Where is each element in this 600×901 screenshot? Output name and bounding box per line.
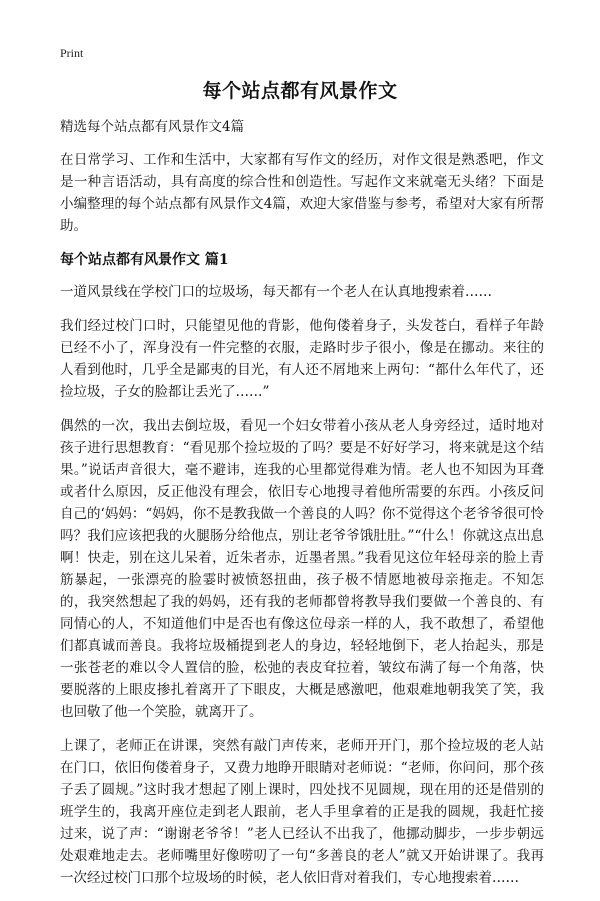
body-paragraph: 一道风景线在学校门口的垃圾场，每天都有一个老人在认真地搜索着…… <box>60 284 492 300</box>
document-title: 每个站点都有风景作文 <box>202 80 398 102</box>
intro-paragraph: 在日常学习、工作和生活中，大家都有写作文的经历，对作文很是熟悉吧，作文是一种言语活动，具有高度的综合性和创造性。写起作文来就毫无头绪？下面是小编整理的每个站点都有风景作文4篇，欢迎大家借鉴与参考，希望对大家有所帮助。 <box>60 152 544 234</box>
document-subtitle: 精选每个站点都有风景作文4篇 <box>60 119 245 135</box>
body-paragraph: 我们经过校门口时，只能望见他的背影，他佝偻着身子，头发苍白，看样子年龄已经不小了，浑身没有一件完整的衣服，走路时步子很小，像是在挪动。来往的人看到他时，几乎全是鄙夷的目光，有人还不屑地来上两句：“都什么年代了，还捡垃圾，子女的脸都让丢光了……” <box>60 318 544 400</box>
body-paragraph: 上课了，老师正在讲课，突然有敲门声传来，老师开开门，那个捡垃圾的老人站在门口，依旧佝偻着身子，又费力地睁开眼睛对老师说：“老师，你问问，那个孩子丢了圆规。”这时我才想起了刚上课时，四处找不见圆规，现在用的还是借别的班学生的，我离开座位走到老人跟前，老人手里拿着的正是我的圆规，我赶忙接过来，说了声：“谢谢老爷爷！”老人已经认不出我了，他挪动脚步，一步步朝远处艰难地走去。老师嘴里好像唠叨了一句“多善良的老人”就又开始讲课了。我再一次经过校门口那个垃圾场的时候，老人依旧背对着我们，专心地搜索着…… <box>60 738 544 886</box>
body-paragraph: 偶然的一次，我出去倒垃圾，看见一个妇女带着小孩从老人身旁经过，适时地对孩子进行思想教育：“看见那个捡垃圾的了吗？要是不好好学习，将来就是这个结果。”说话声音很大，毫不避讳，连我的心里都觉得难为情。老人也不知因为耳聋或者什么原因，反正他没有理会，依旧专心地搜寻着他所需要的东西。小孩反问自己的‘妈妈：“妈妈，你不是教我做一个善良的人吗？你不觉得这个老爷爷很可怜吗？我们应该把我的火腿肠分给他点，别让老爷爷饿肚肚。”“什么！你就这点出息啊！快走，别在这儿呆着，近朱者赤，近墨者黑。”我看见这位年轻母亲的脸上青筋暴起，一张漂亮的脸霎时被愤怒扭曲，孩子极不情愿地被母亲拖走。不知怎的，我突然想起了我的妈妈，还有我的老师都曾将教导我们要做一个善良的、有同情心的人，不知道他们中是否也有像这位母亲一样的人，我不敢想了，希望他们都真诚而善良。我将垃圾桶提到老人的身边，轻轻地倒下，老人抬起头，那是一张苍老的难以令人置信的脸，松弛的表皮耷拉着，皱纹布满了每一个角落，快要脱落的上眼皮掺扎着离开了下眼皮，大概是感激吧，他艰难地朝我笑了笑，我也回敬了他一个笑脸，就离开了。 <box>60 418 544 720</box>
document-body <box>60 116 544 901</box>
section-heading: 每个站点都有风景作文 篇1 <box>60 252 229 268</box>
print-link[interactable]: Print <box>60 46 84 60</box>
